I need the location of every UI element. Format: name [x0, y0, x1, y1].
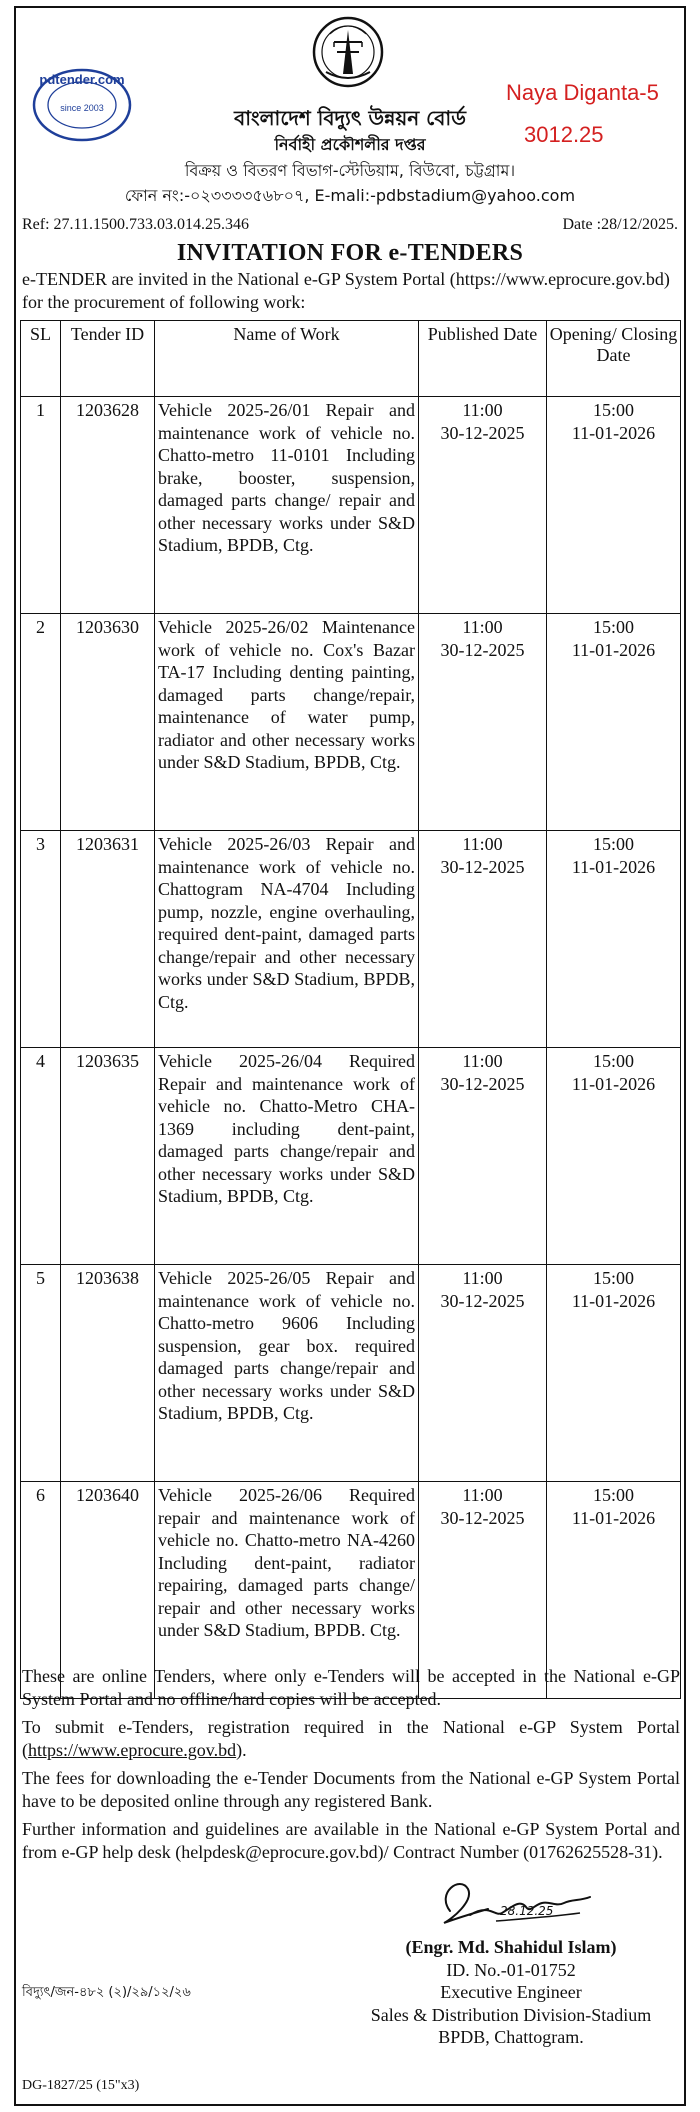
office-name: নির্বাহী প্রকৌশলীর দপ্তর [274, 135, 426, 154]
contact-line: ফোন নং:-০২৩৩৩৩৫৬৮০৭, E-mali:-pdbstadium@yahoo.com [124, 186, 576, 205]
signature-block [346, 1936, 676, 2049]
cell-opening-closing-date [547, 831, 681, 1048]
cell-published-date-text: 11:00 [462, 1051, 503, 1071]
cell-published-date-text: 11:00 [462, 1485, 503, 1505]
tender-table [20, 320, 681, 1699]
department-name: বিক্রয় ও বিতরণ বিভাগ-স্টেডিয়াম, বিউবো, চট্টগ্রাম। [184, 161, 516, 180]
reference-number: Ref: 27.11.1500.733.03.014.25.346 [22, 216, 249, 233]
cell-opening-closing-date-text: 15:00 [592, 1268, 634, 1288]
cell-opening-closing-date [547, 397, 681, 614]
cell-published-date-text: 30-12-2025 [440, 422, 525, 443]
cell-tender-id [61, 614, 155, 831]
header-opening-closing-date: Opening/ Closing Date [547, 321, 681, 397]
cell-opening-closing-date [547, 614, 681, 831]
cell-published-date-text: 30-12-2025 [440, 856, 525, 877]
organization-name: বাংলাদেশ বিদ্যুৎ উন্নয়ন বোর্ড [234, 106, 466, 130]
cell-tender-id [61, 397, 155, 614]
cell-opening-closing-date [547, 1048, 681, 1265]
cell-sl-text: 1 [36, 400, 45, 420]
cell-sl-text: 2 [36, 617, 45, 637]
cell-sl [21, 614, 61, 831]
cell-name-of-work-text: Vehicle 2025-26/03 Repair and maintenance work of vehicle no. Chattogram NA-4704 Including pump, nozzle, engine overhauling, required dent-paint, damaged parts change/repair and other necessary works under S&D Stadium, BPDB, Ctg. [158, 834, 415, 1012]
cell-tender-id-text: 1203628 [76, 400, 139, 420]
cell-published-date-text: 30-12-2025 [440, 1290, 525, 1311]
cell-opening-closing-date-text: 11-01-2026 [571, 856, 656, 877]
note-registration [22, 1716, 680, 1761]
cell-sl [21, 1265, 61, 1482]
cell-sl-text: 6 [36, 1485, 45, 1505]
svg-text:since 2003: since 2003 [60, 103, 104, 113]
cell-published-date-text: 11:00 [462, 400, 503, 420]
cell-opening-closing-date-text: 11-01-2026 [571, 1507, 656, 1528]
cell-published-date [419, 1265, 547, 1482]
cell-sl [21, 831, 61, 1048]
cell-name-of-work-text: Vehicle 2025-26/06 Required repair and maintenance work of vehicle no. Chatto-metro NA-4260 Including dent-paint, radiator repairing, damaged parts change/ repair and other necessary works under S&D Stadium, BPDB. Ctg. [158, 1485, 415, 1640]
notice-title: INVITATION FOR e-TENDERS [176, 240, 524, 266]
note-further-info: Further information and guidelines are available in the National e-GP System Portal and from e-GP help desk (helpdesk@eprocure.gov.bd)/ Contract Number (01762625528-31). [22, 1819, 680, 1862]
cell-opening-closing-date-text: 11-01-2026 [571, 1290, 656, 1311]
cell-opening-closing-date-text: 11-01-2026 [571, 1073, 656, 1094]
cell-opening-closing-date-text: 15:00 [592, 400, 634, 420]
cell-published-date [419, 1048, 547, 1265]
cell-published-date-text: 30-12-2025 [440, 639, 525, 660]
cell-tender-id-text: 1203630 [76, 617, 139, 637]
cell-name-of-work-text: Vehicle 2025-26/02 Maintenance work of vehicle no. Cox's Bazar TA-17 Including denting painting, damaged parts change/repair, maintenance of water pump, radiator and other necessary works under S&D Stadium, BPDB, Ctg. [158, 617, 415, 772]
dg-number: DG-1827/25 (15"x3) [22, 2078, 140, 2093]
cell-opening-closing-date-text: 15:00 [592, 1485, 634, 1505]
cell-name-of-work [155, 397, 419, 614]
eprocure-link[interactable]: https://www.eprocure.gov.bd [28, 1739, 237, 1760]
cell-sl [21, 397, 61, 614]
notes-section [22, 1665, 680, 1869]
cell-published-date-text: 30-12-2025 [440, 1507, 525, 1528]
cell-name-of-work [155, 831, 419, 1048]
cell-published-date [419, 831, 547, 1048]
cell-tender-id-text: 1203640 [76, 1485, 139, 1505]
cell-published-date-text: 11:00 [462, 834, 503, 854]
note-fees: The fees for downloading the e-Tender Documents from the National e-GP System Portal have to be deposited online through any registered Bank. [22, 1768, 680, 1811]
cell-name-of-work-text: Vehicle 2025-26/01 Repair and maintenance work of vehicle no. Chatto-metro 11-0101 Including brake, booster, suspension, damaged parts change/ repair and other necessary works under S&D Stadium, BPDB, Ctg. [158, 400, 415, 555]
svg-text:28.12.25: 28.12.25 [500, 1904, 554, 1918]
cell-name-of-work [155, 614, 419, 831]
bpdb-emblem-icon [312, 14, 384, 92]
header-name-of-work: Name of Work [155, 321, 419, 397]
table-row [21, 1048, 681, 1265]
notice-date: Date :28/12/2025. [562, 216, 678, 233]
newspaper-date: 3012.25 [524, 122, 604, 147]
cell-opening-closing-date-text: 11-01-2026 [571, 639, 656, 660]
notice-header [16, 8, 684, 233]
cell-tender-id [61, 1265, 155, 1482]
cell-opening-closing-date-text: 11-01-2026 [571, 422, 656, 443]
signatory-name: (Engr. Md. Shahidul Islam) [405, 1937, 617, 1957]
note-registration-text: To submit e-Tenders, registration required in the National e-GP System Portal ( [22, 1717, 680, 1760]
cell-opening-closing-date-text: 15:00 [592, 1051, 634, 1071]
header-published-date: Published Date [419, 321, 547, 397]
cell-tender-id-text: 1203635 [76, 1051, 139, 1071]
cell-published-date-text: 11:00 [462, 617, 503, 637]
cell-name-of-work-text: Vehicle 2025-26/05 Repair and maintenance work of vehicle no. Chatto-metro 9606 Including suspension, gear box. required damaged parts change/repair and other necessary works under S&D Stadium, BPDB, Ctg. [158, 1268, 415, 1423]
cell-name-of-work-text: Vehicle 2025-26/04 Required Repair and maintenance work of vehicle no. Chatto-Metro CHA-1369 including dent-paint, damaged parts change/repair and other necessary works under S&D Stadium, BPDB, Ctg. [158, 1051, 415, 1206]
cell-opening-closing-date-text: 15:00 [592, 617, 634, 637]
signatory-id: ID. No.-01-01752 [446, 1959, 576, 1980]
cell-tender-id [61, 831, 155, 1048]
header-tender-id: Tender ID [61, 321, 155, 397]
cell-sl [21, 1048, 61, 1265]
table-row [21, 614, 681, 831]
handwritten-signature [430, 1873, 600, 1935]
cell-tender-id [61, 1048, 155, 1265]
memo-number: বিদ্যুৎ/জন-৪৮২ (২)/২৯/১২/২৬ [22, 1985, 191, 2000]
cell-opening-closing-date-text: 15:00 [592, 834, 634, 854]
cell-name-of-work [155, 1265, 419, 1482]
table-row [21, 1265, 681, 1482]
cell-published-date [419, 397, 547, 614]
table-header-row [21, 321, 681, 397]
table-row [21, 831, 681, 1048]
cell-opening-closing-date [547, 1265, 681, 1482]
cell-published-date [419, 614, 547, 831]
cell-published-date-text: 30-12-2025 [440, 1073, 525, 1094]
notice-frame [14, 6, 686, 2106]
note-online-tenders: These are online Tenders, where only e-Tenders will be accepted in the National e-GP System Portal and no offline/hard copies will be accepted. [22, 1666, 680, 1709]
signatory-org: BPDB, Chattogram. [438, 2027, 584, 2047]
cell-tender-id-text: 1203638 [76, 1268, 139, 1288]
newspaper-name: Naya Diganta-5 [506, 80, 659, 105]
intro-text: e-TENDER are invited in the National e-GP System Portal (https://www.eprocure.gov.bd) for the procurement of following work: [22, 269, 670, 312]
cell-name-of-work [155, 1048, 419, 1265]
header-sl: SL [21, 321, 61, 397]
svg-text:pdtender.com: pdtender.com [39, 72, 125, 87]
table-row [21, 397, 681, 614]
signatory-division: Sales & Distribution Division-Stadium [370, 2004, 652, 2025]
signatory-designation: Executive Engineer [440, 1982, 582, 2002]
cell-published-date-text: 11:00 [462, 1268, 503, 1288]
cell-tender-id-text: 1203631 [76, 834, 139, 854]
note-registration-end: ). [236, 1739, 247, 1760]
cell-sl-text: 4 [36, 1051, 45, 1071]
cell-sl-text: 3 [36, 834, 45, 854]
cell-sl-text: 5 [36, 1268, 45, 1288]
